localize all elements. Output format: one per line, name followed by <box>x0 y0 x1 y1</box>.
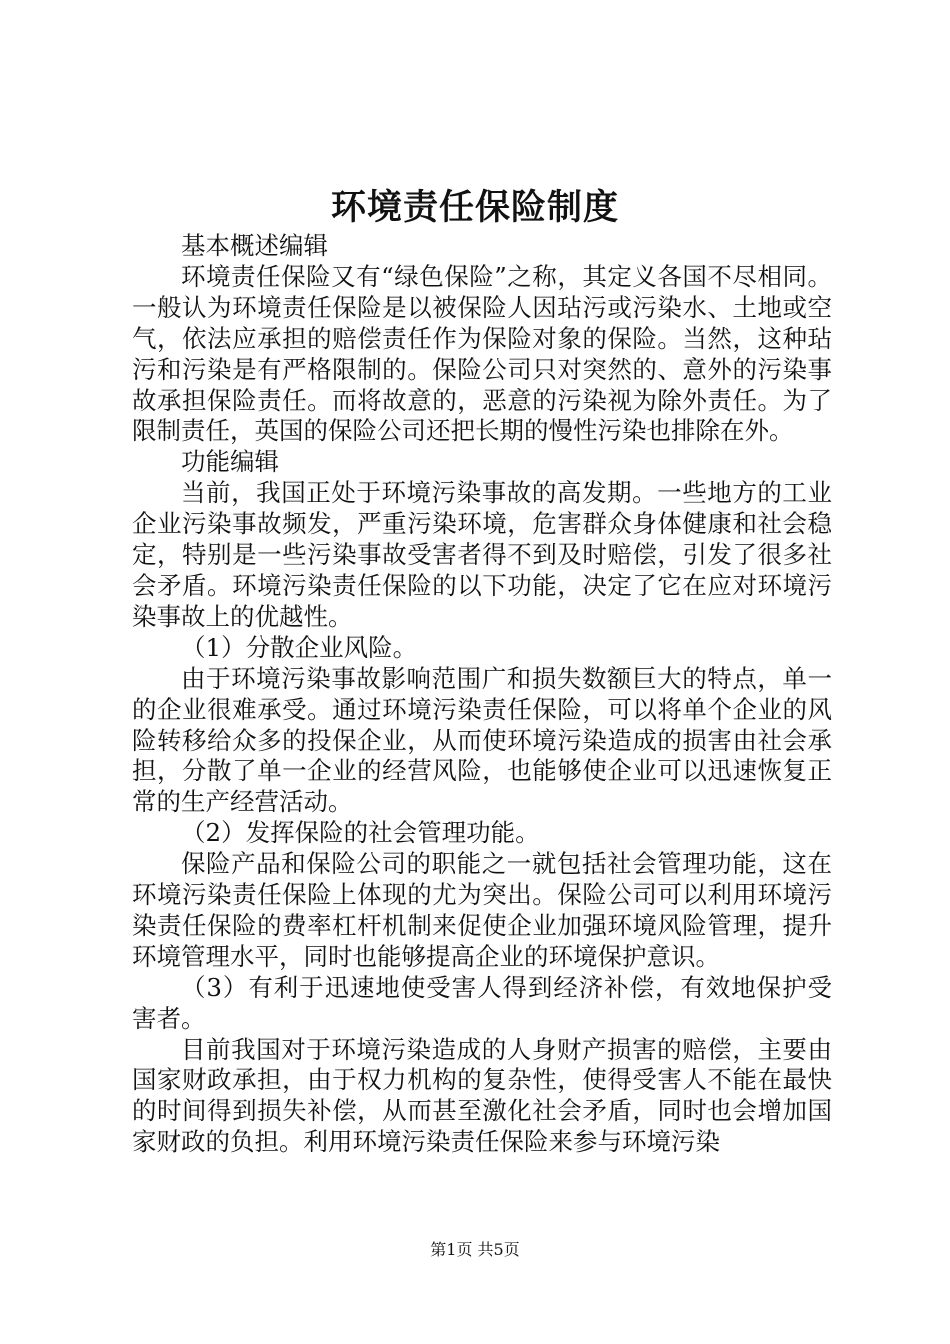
paragraph-definition: 环境责任保险又有“绿色保险”之称，其定义各国不尽相同。一般认为环境责任保险是以被保险人因玷污或污染水、土地或空气，依法应承担的赔偿责任作为保险对象的保险。当然，这种玷污和污染是有严格限制的。保险公司只对突然的、意外的污染事故承担保险责任。而将故意的，恶意的污染视为除外责任。为了限制责任，英国的保险公司还把长期的慢性污染也排除在外。 <box>132 261 832 446</box>
list-item-heading-1: （1）分散企业风险。 <box>181 632 418 662</box>
paragraph-risk-dispersion: 由于环境污染事故影响范围广和损失数额巨大的特点，单一的企业很难承受。通过环境污染责任保险，可以将单个企业的风险转移给众多的投保企业，从而使环境污染造成的损害由社会承担，分散了单一企业的经营风险，也能够使企业可以迅速恢复正常的生产经营活动。 <box>132 663 832 817</box>
document-body <box>132 231 832 1158</box>
list-item-heading-2: （2）发挥保险的社会管理功能。 <box>181 818 540 848</box>
page-footer: 第1页 共5页 <box>430 1240 520 1259</box>
paragraph-social-management: 保险产品和保险公司的职能之一就包括社会管理功能，这在环境污染责任保险上体现的尤为突出。保险公司可以利用环境污染责任保险的费率杠杆机制来促使企业加强环境风险管理，提升环境管理水平，同时也能够提高企业的环境保护意识。 <box>132 849 832 971</box>
paragraph-compensation: 目前我国对于环境污染造成的人身财产损害的赔偿，主要由国家财政承担，由于权力机构的复杂性，使得受害人不能在最快的时间得到损失补偿，从而甚至激化社会矛盾，同时也会增加国家财政的负担。利用环境污染责任保险来参与环境污染 <box>132 1034 832 1157</box>
section-heading-function: 功能编辑 <box>181 447 279 477</box>
list-item-heading-3: （3）有利于迅速地使受害人得到经济补偿，有效地保护受害者。 <box>132 972 832 1033</box>
section-heading-overview: 基本概述编辑 <box>181 231 328 260</box>
paragraph-current-situation: 当前，我国正处于环境污染事故的高发期。一些地方的工业企业污染事故频发，严重污染环境，危害群众身体健康和社会稳定，特别是一些污染事故受害者得不到及时赔偿，引发了很多社会矛盾。环境污染责任保险的以下功能，决定了它在应对环境污染事故上的优越性。 <box>132 478 832 631</box>
document-title: 环境责任保险制度 <box>330 187 619 228</box>
